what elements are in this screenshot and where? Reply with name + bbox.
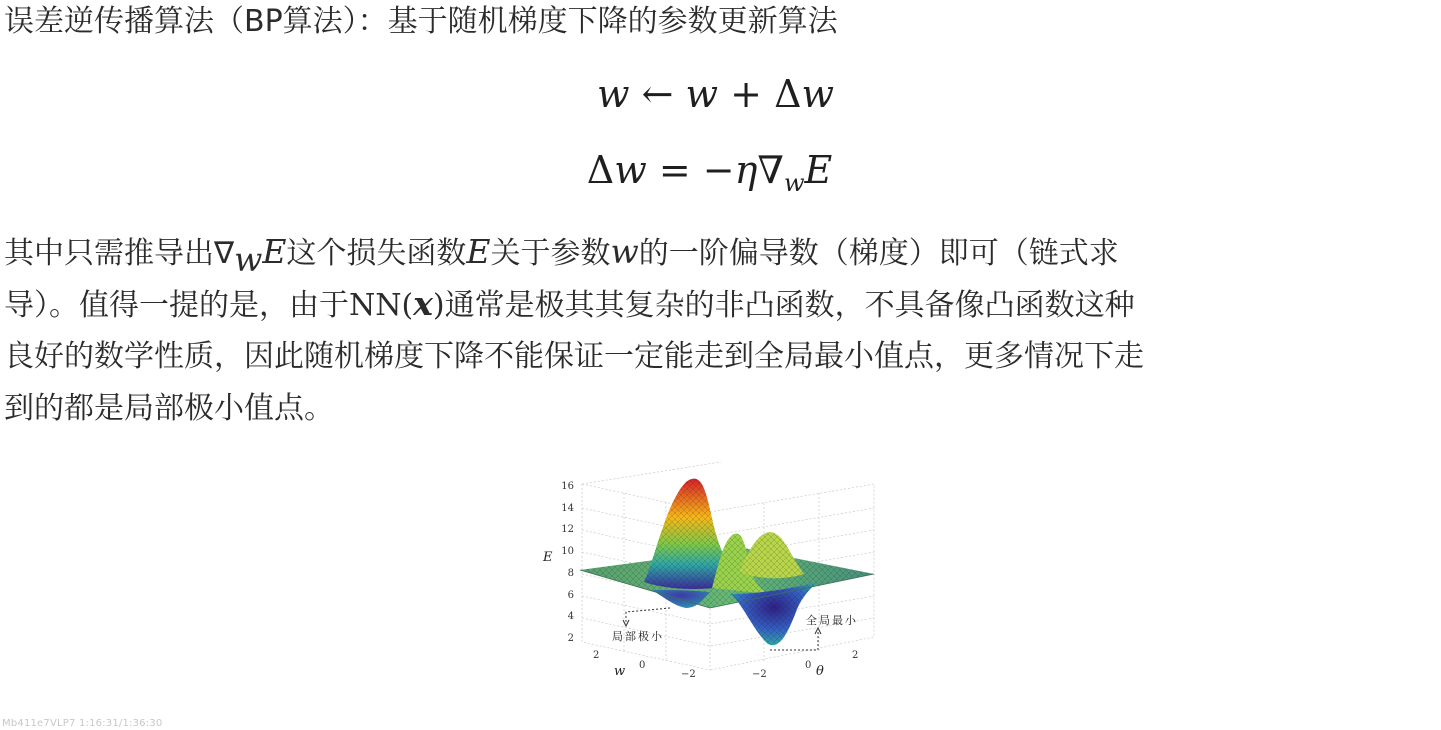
video-timestamp-watermark: Mb411e7VLP7 1:16:31/1:36:30	[2, 718, 163, 729]
paragraph-line-2: 导）。值得一提的是，由于NN(x)通常是极其其复杂的非凸函数，不具备像凸函数这种	[4, 284, 1135, 323]
theta-tick: 0	[805, 660, 812, 671]
loss-surface-figure	[534, 462, 890, 698]
theta-tick: 2	[852, 650, 859, 661]
w-tick: −2	[681, 669, 696, 680]
z-tick: 10	[561, 546, 574, 558]
paragraph-line-1: 其中只需推导出$\nabla_wE$这个损失函数E关于参数w的一阶偏导数（梯度）即可（链式求	[4, 232, 1119, 279]
z-tick: 8	[567, 567, 574, 579]
z-tick: 2	[567, 632, 574, 644]
paragraph-line-4: 到的都是局部极小值点。	[4, 391, 334, 426]
local-min-annotation	[623, 608, 670, 626]
z-tick: 4	[567, 611, 574, 623]
global-min-label: 全局最小	[806, 614, 858, 627]
w-axis-label: w	[614, 664, 626, 679]
gradient-step-equation: $\Delta w = -\eta\nabla_wE$	[586, 148, 833, 197]
z-tick: 6	[567, 589, 574, 601]
update-rule-equation: w ← w + Δw	[596, 72, 835, 116]
theta-tick: −2	[752, 669, 767, 680]
theta-axis-label: θ	[816, 664, 824, 679]
z-tick: 12	[561, 524, 574, 536]
z-axis-label: E	[543, 550, 553, 565]
paragraph-line-3: 良好的数学性质，因此随机梯度下降不能保证一定能走到全局最小值点，更多情况下走	[4, 339, 1144, 374]
local-min-label: 局部极小	[612, 630, 664, 643]
w-tick: 0	[639, 660, 646, 671]
page-heading: 误差逆传播算法（BP算法）：基于随机梯度下降的参数更新算法	[4, 4, 838, 39]
w-tick: 2	[593, 650, 600, 661]
z-tick: 14	[561, 502, 574, 514]
z-tick: 16	[561, 481, 574, 492]
loss-surface-svg	[534, 462, 890, 698]
